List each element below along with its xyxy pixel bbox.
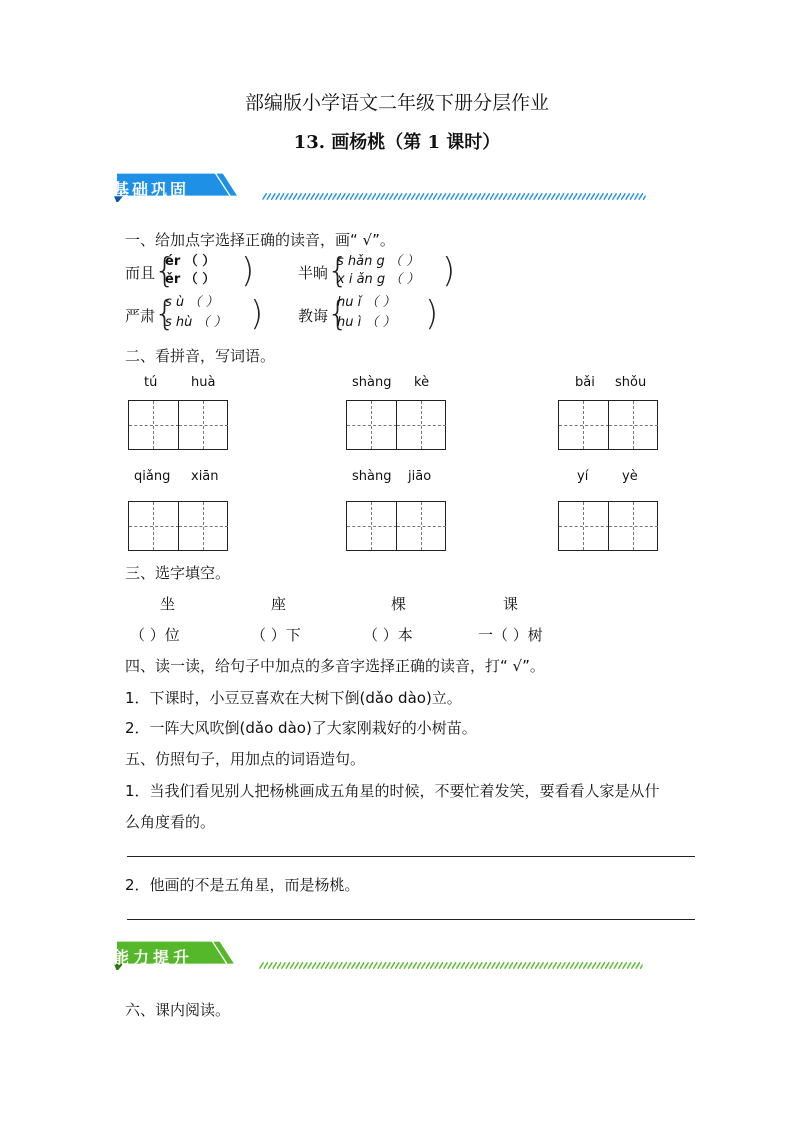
q3-blank-2[interactable]: （ ）下: [251, 626, 301, 644]
q1-option-1a[interactable]: ér （ ）: [165, 254, 216, 269]
brace-close-icon: ): [425, 294, 439, 334]
q1-option-4a[interactable]: hu ǐ （ ）: [337, 295, 396, 310]
q1-prompt: 一、给加点字选择正确的读音，画“ √”。: [125, 231, 395, 249]
writing-grid[interactable]: [558, 501, 658, 551]
section-banner-advanced: [97, 940, 687, 978]
banner-stripe: [235, 193, 673, 200]
q4-sentence-2: 2．一阵大风吹倒(dǎo dào)了大家刚栽好的小树苗。: [125, 719, 477, 737]
brace-icon: {: [154, 251, 176, 291]
writing-grid[interactable]: [558, 400, 658, 450]
brace-close-icon: ): [241, 251, 255, 291]
q1-option-2a[interactable]: s hǎn g （ ）: [337, 254, 419, 269]
q2-prompt: 二、看拼音，写词语。: [125, 347, 276, 365]
banner-stripe: [232, 962, 670, 969]
q1-option-4b[interactable]: hu ì （ ）: [337, 315, 396, 330]
q1-option-3a[interactable]: s ù （ ）: [165, 295, 219, 310]
lesson-title: 13. 画杨桃（第 1 课时）: [293, 132, 501, 153]
q3-blank-3[interactable]: （ ）本: [363, 626, 413, 644]
q4-sentence-1: 1．下课时，小豆豆喜欢在大树下倒(dǎo dào)立。: [125, 689, 462, 707]
q1-word-2: 半晌: [298, 264, 329, 282]
section-title-advanced: 能力提升: [113, 948, 194, 967]
q5-prompt: 五、仿照句子，用加点的词语造句。: [125, 750, 366, 768]
pinyin-1a: tú: [144, 375, 158, 390]
q3-choice-4: 课: [503, 595, 519, 613]
pinyin-2a: shàng: [352, 375, 392, 390]
q3-choice-2: 座: [271, 595, 287, 613]
pinyin-2b: kè: [414, 375, 430, 390]
brace-icon: {: [154, 294, 176, 334]
q3-blank-4[interactable]: 一（ ）树: [478, 626, 543, 644]
q1-word-3: 严肃: [125, 307, 156, 325]
pinyin-1b: huà: [191, 375, 216, 390]
section-title-basic: 基础巩固: [113, 180, 190, 199]
q3-prompt: 三、选字填空。: [125, 564, 231, 582]
pinyin-6a: yí: [577, 469, 589, 484]
pinyin-5a: shàng: [352, 469, 392, 484]
pinyin-6b: yè: [622, 469, 638, 484]
q1-word-1: 而且: [125, 264, 156, 282]
writing-grid[interactable]: [128, 400, 228, 450]
q3-choice-1: 坐: [160, 595, 176, 613]
brace-icon: {: [327, 251, 349, 291]
writing-grid[interactable]: [346, 501, 446, 551]
writing-grid[interactable]: [346, 400, 446, 450]
q1-option-3b[interactable]: s hù （ ）: [165, 315, 227, 330]
q1-option-1b[interactable]: ěr （ ）: [165, 272, 216, 287]
q4-prompt: 四、读一读，给句子中加点的多音字选择正确的读音，打“ √”。: [125, 657, 545, 675]
q6-prompt: 六、课内阅读。: [125, 1001, 231, 1019]
pinyin-3b: shǒu: [615, 375, 647, 390]
brace-close-icon: ): [442, 251, 456, 291]
pinyin-4b: xiān: [191, 469, 219, 484]
q1-word-4: 教诲: [298, 307, 329, 325]
brace-icon: {: [327, 294, 349, 334]
q3-blank-1[interactable]: （ ）位: [130, 626, 180, 644]
page-title: 部编版小学语文二年级下册分层作业: [244, 92, 549, 114]
q5-sentence-2: 2．他画的不是五角星，而是杨桃。: [125, 876, 360, 894]
writing-grid[interactable]: [128, 501, 228, 551]
answer-line[interactable]: [127, 856, 695, 857]
q1-option-2b[interactable]: x i ǎn g （ ）: [337, 272, 420, 287]
q5-sentence-1b: 么角度看的。: [125, 813, 216, 831]
brace-close-icon: ): [250, 294, 264, 334]
pinyin-3a: bǎi: [575, 375, 595, 390]
pinyin-4a: qiǎng: [134, 469, 171, 484]
section-banner-basic: [97, 172, 687, 210]
answer-line[interactable]: [127, 919, 695, 920]
q3-choice-3: 棵: [391, 595, 407, 613]
q5-sentence-1a: 1．当我们看见别人把杨桃画成五角星的时候，不要忙着发笑，要看看人家是从什: [125, 782, 660, 800]
pinyin-5b: jiāo: [408, 469, 432, 484]
